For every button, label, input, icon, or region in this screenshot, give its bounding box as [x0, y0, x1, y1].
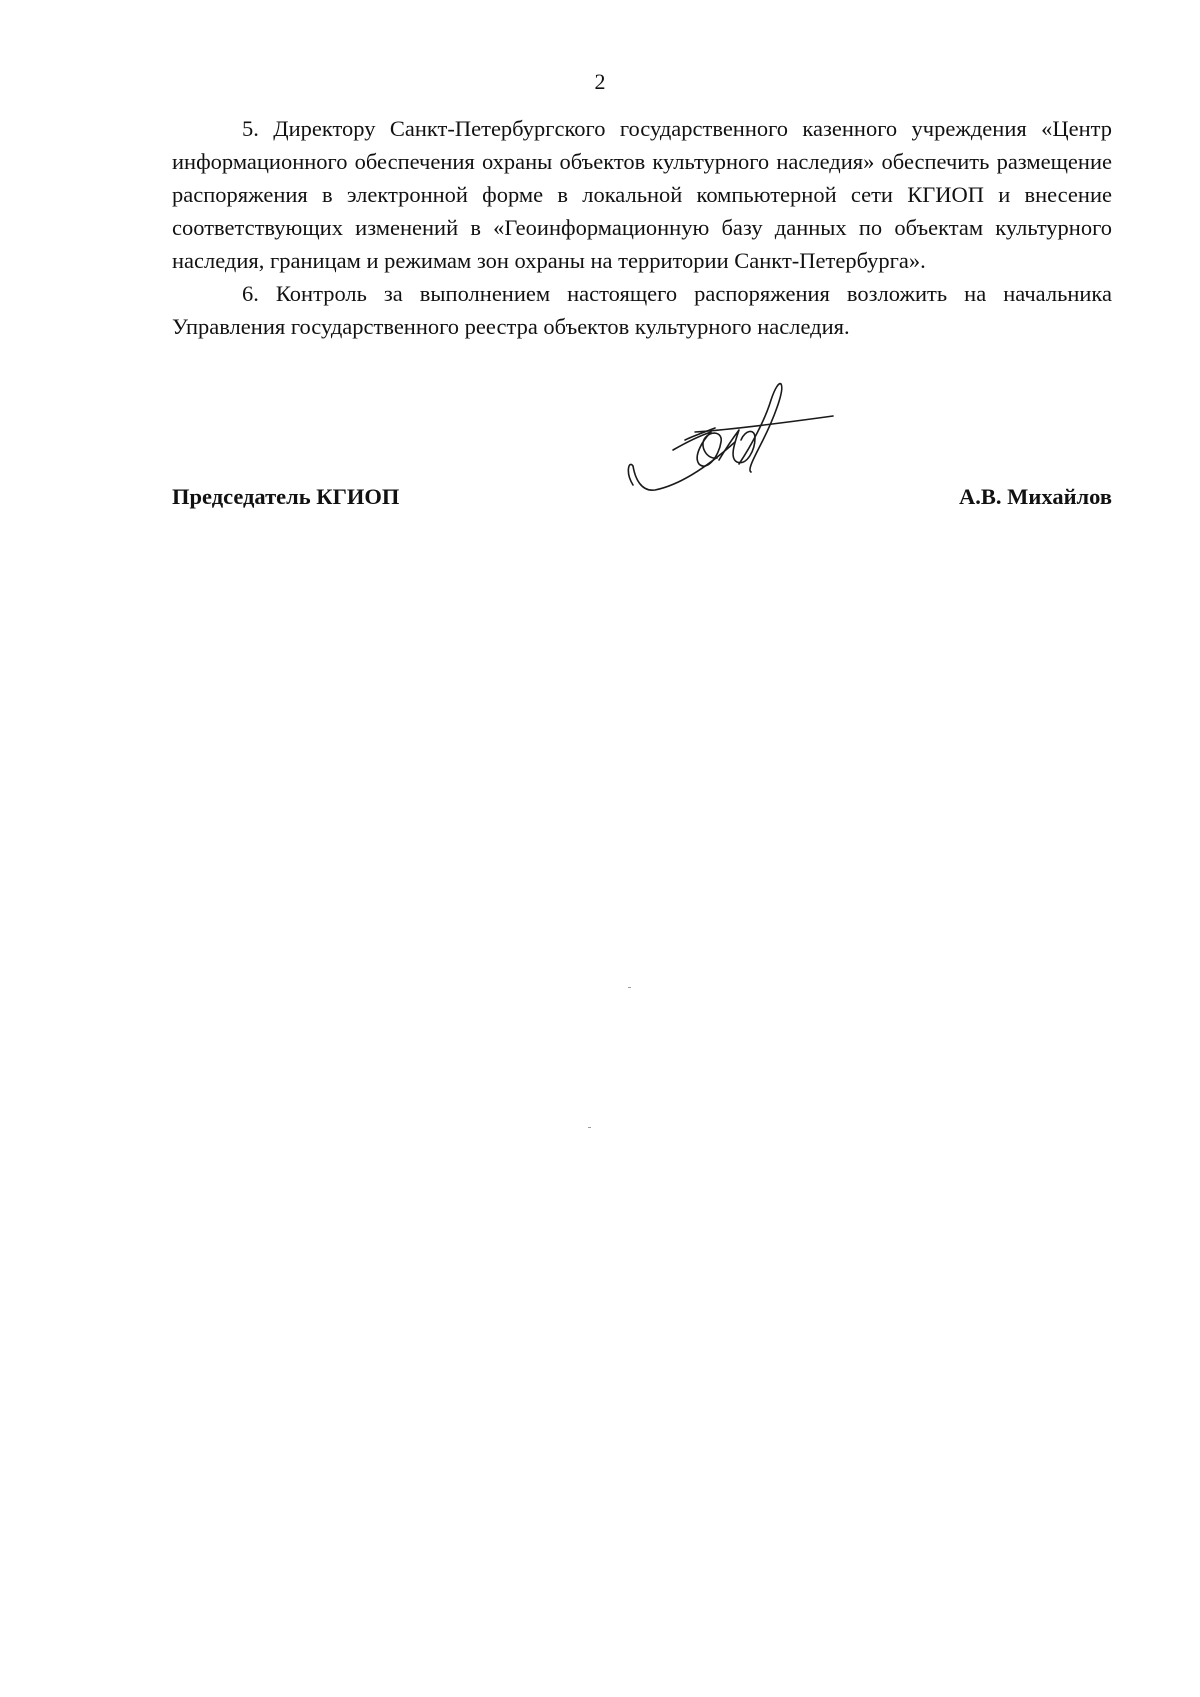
- signatory-name: А.В. Михайлов: [959, 484, 1112, 509]
- document-body: [172, 112, 1112, 343]
- scan-speck: [588, 1127, 591, 1128]
- scan-speck: [628, 987, 631, 988]
- paragraph-6: 6. Контроль за выполнением настоящего распоряжения возложить на начальника Управления государственного реестра объектов культурного наследия.: [172, 281, 1112, 339]
- page-number: 2: [594, 69, 606, 94]
- signature-block: [172, 480, 1112, 520]
- paragraph-5: 5. Директору Санкт-Петербургского государственного казенного учреждения «Центр информационного обеспечения охраны объектов культурного наследия» обеспечить размещение распоряжения в электронной форме в локальной компьютерной сети КГИОП и внесение соответствующих изменений в «Геоинформационную базу данных по объектам культурного наследия, границам и режимам зон охраны на территории Санкт-Петербурга».: [172, 116, 1112, 273]
- signatory-title: Председатель КГИОП: [172, 484, 400, 509]
